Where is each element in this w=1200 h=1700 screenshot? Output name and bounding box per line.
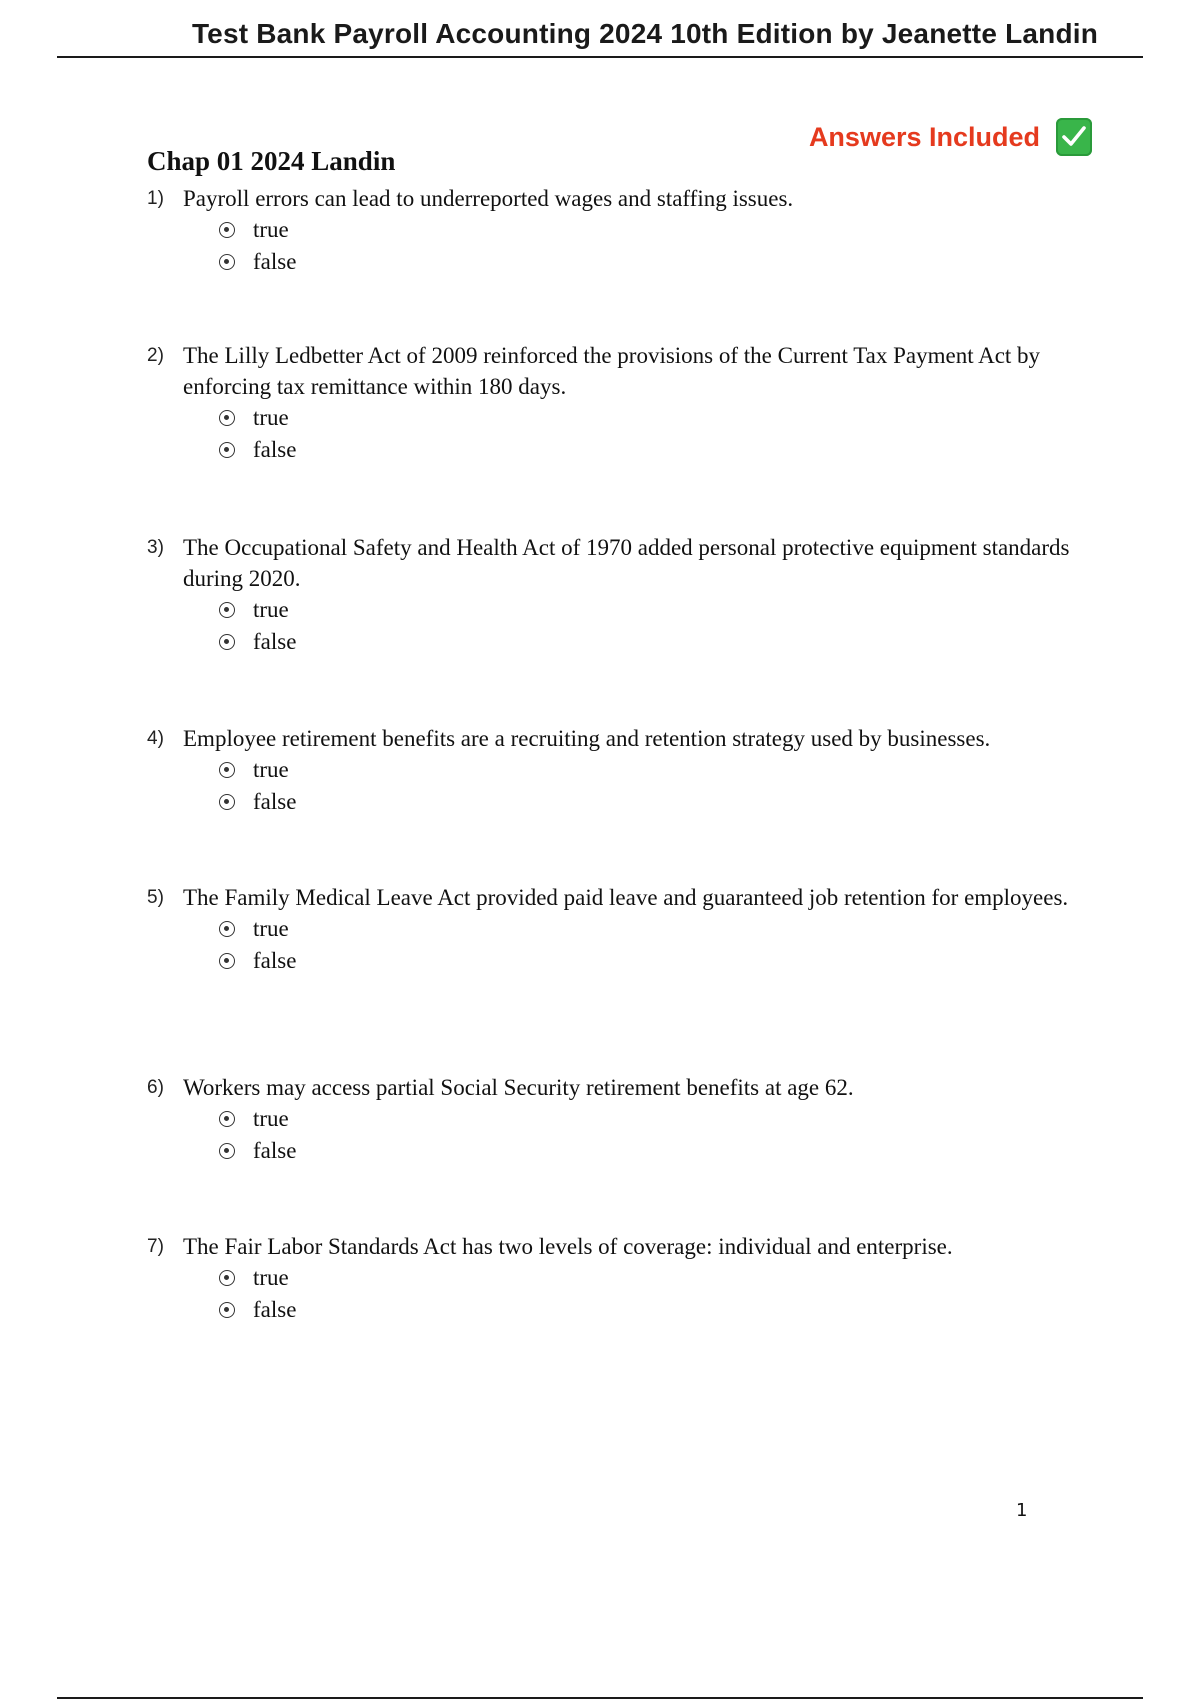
radio-button-icon[interactable] (219, 602, 235, 618)
question-number: 1) (147, 188, 164, 209)
question-text: Payroll errors can lead to underreported wages and staffing issues. (183, 186, 794, 211)
answers-included-text: Answers Included (808, 121, 1040, 152)
question-4 (147, 723, 1107, 818)
option-true[interactable] (219, 214, 1107, 246)
page-number: 1 (1016, 1500, 1028, 1521)
radio-button-icon[interactable] (219, 794, 235, 810)
question-number: 6) (147, 1077, 164, 1098)
question-text: Workers may access partial Social Security retirement benefits at age 62. (183, 1075, 854, 1100)
question-text: The Fair Labor Standards Act has two levels of coverage: individual and enterprise. (183, 1234, 953, 1259)
chapter-title: Chap 01 2024 Landin (147, 146, 396, 176)
radio-button-icon[interactable] (219, 1111, 235, 1127)
radio-button-icon[interactable] (219, 1143, 235, 1159)
option-false[interactable] (219, 786, 1107, 818)
option-label: true (253, 1265, 289, 1290)
option-label: false (253, 249, 297, 274)
radio-button-icon[interactable] (219, 634, 235, 650)
option-label: true (253, 1106, 289, 1131)
question-1 (147, 183, 1107, 278)
radio-button-icon[interactable] (219, 222, 235, 238)
question-text: The Occupational Safety and Health Act of 1970 added personal protective equipment standards during 2020. (183, 535, 1070, 591)
option-true[interactable] (219, 1262, 1107, 1294)
question-text: The Lilly Ledbetter Act of 2009 reinforced the provisions of the Current Tax Payment Act by enforcing tax remittance within 180 days. (183, 343, 1041, 399)
option-false[interactable] (219, 945, 1107, 977)
footer-divider (57, 1697, 1143, 1699)
radio-button-icon[interactable] (219, 1270, 235, 1286)
document-header-title: Test Bank Payroll Accounting 2024 10th Edition by Jeanette Landin (191, 18, 1099, 49)
question-3 (147, 532, 1107, 658)
question-6 (147, 1072, 1107, 1167)
radio-button-icon[interactable] (219, 410, 235, 426)
option-label: false (253, 437, 297, 462)
question-number: 7) (147, 1236, 164, 1257)
question-number: 4) (147, 728, 164, 749)
question-number: 3) (147, 537, 164, 558)
radio-button-icon[interactable] (219, 921, 235, 937)
option-label: true (253, 757, 289, 782)
question-2 (147, 340, 1107, 466)
option-label: true (253, 405, 289, 430)
option-label: true (253, 916, 289, 941)
header-divider (57, 56, 1143, 58)
question-text: The Family Medical Leave Act provided paid leave and guaranteed job retention for employees. (183, 885, 1069, 910)
question-7 (147, 1231, 1107, 1326)
option-true[interactable] (219, 402, 1107, 434)
answers-included-badge (809, 118, 1092, 156)
option-false[interactable] (219, 626, 1107, 658)
option-label: false (253, 1138, 297, 1163)
radio-button-icon[interactable] (219, 1302, 235, 1318)
option-label: false (253, 948, 297, 973)
question-text: Employee retirement benefits are a recruiting and retention strategy used by businesses. (183, 726, 991, 751)
option-label: false (253, 629, 297, 654)
option-false[interactable] (219, 1135, 1107, 1167)
option-true[interactable] (219, 594, 1107, 626)
check-mark-button-icon (1056, 118, 1092, 156)
option-false[interactable] (219, 1294, 1107, 1326)
option-true[interactable] (219, 913, 1107, 945)
option-false[interactable] (219, 434, 1107, 466)
option-label: false (253, 1297, 297, 1322)
radio-button-icon[interactable] (219, 953, 235, 969)
option-label: true (253, 597, 289, 622)
question-number: 5) (147, 887, 164, 908)
radio-button-icon[interactable] (219, 762, 235, 778)
question-5 (147, 882, 1107, 977)
option-true[interactable] (219, 754, 1107, 786)
question-number: 2) (147, 345, 164, 366)
option-label: false (253, 789, 297, 814)
option-false[interactable] (219, 246, 1107, 278)
option-label: true (253, 217, 289, 242)
option-true[interactable] (219, 1103, 1107, 1135)
radio-button-icon[interactable] (219, 254, 235, 270)
radio-button-icon[interactable] (219, 442, 235, 458)
